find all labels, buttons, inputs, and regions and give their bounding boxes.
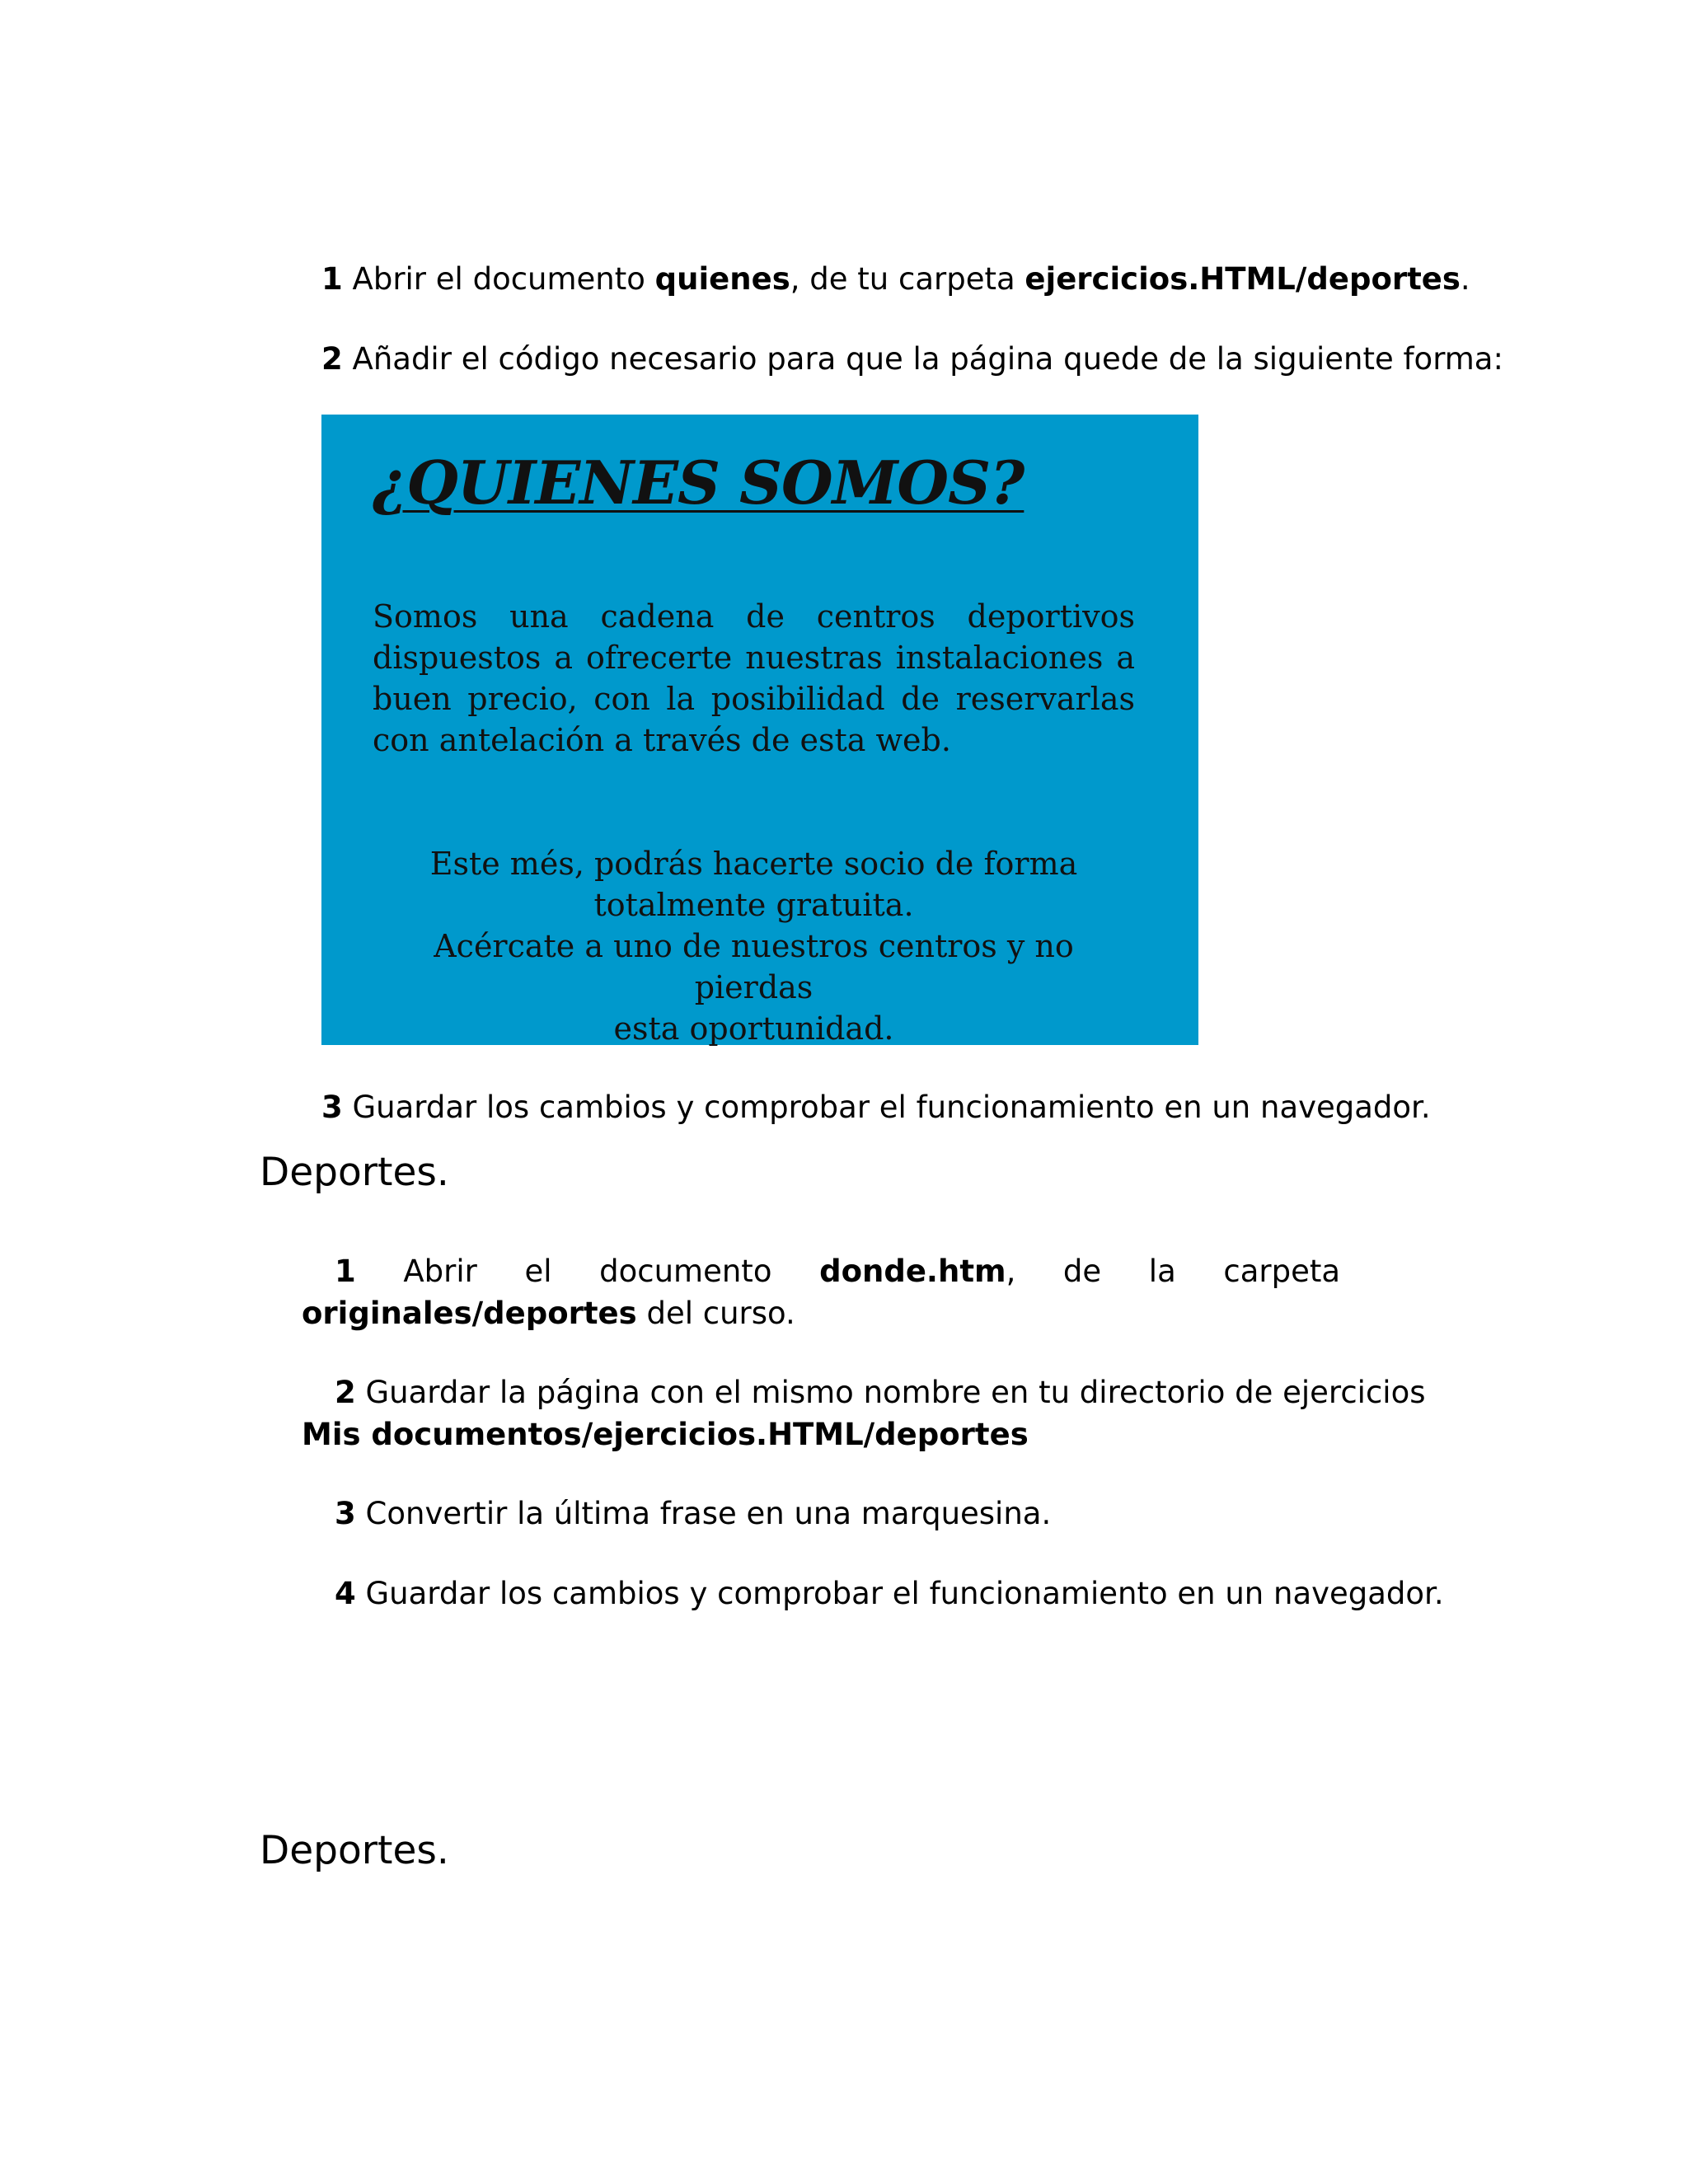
- preview-image-quienes-somos: [321, 415, 1198, 1045]
- step-text: Guardar los cambios y comprobar el funcionamiento en un navegador.: [352, 1090, 1431, 1125]
- instruction-step-4: [335, 1572, 1444, 1615]
- step-text: Abrir el documento: [403, 1254, 772, 1289]
- folder-path: Mis documentos/ejercicios.HTML/deportes: [302, 1417, 1029, 1452]
- preview-promo-text: [373, 843, 1135, 1049]
- instruction-step-2: [321, 338, 1503, 380]
- preview-title: ¿QUIENES SOMOS?: [373, 448, 1025, 518]
- section-heading: Deportes.: [260, 1828, 449, 1873]
- file-name: donde.htm: [819, 1254, 1006, 1289]
- step-number: 1: [321, 261, 343, 297]
- instruction-step-1: [302, 1250, 1340, 1334]
- step-text: , de la carpeta: [1006, 1254, 1341, 1289]
- folder-path: originales/deportes: [302, 1296, 637, 1331]
- folder-path: ejercicios.HTML/deportes: [1025, 261, 1461, 297]
- step-number: 2: [321, 341, 343, 377]
- instruction-step-3: [321, 1086, 1431, 1128]
- instruction-step-1: [321, 258, 1470, 300]
- step-number: 1: [335, 1254, 356, 1289]
- promo-line: Este més, podrás hacerte socio de forma: [429, 846, 1078, 882]
- instruction-step-3: [335, 1493, 1051, 1535]
- step-text: Guardar los cambios y comprobar el funcionamiento en un navegador.: [365, 1576, 1444, 1611]
- step-number: 4: [335, 1576, 356, 1611]
- file-name: quienes: [654, 261, 790, 297]
- step-text: del curso.: [646, 1296, 795, 1331]
- section-heading: Deportes.: [260, 1150, 449, 1195]
- step-text: Convertir la última frase en una marquesina.: [365, 1496, 1052, 1531]
- instruction-step-2: [302, 1371, 1425, 1455]
- step-text: Abrir el documento: [352, 261, 645, 297]
- promo-line: Acércate a uno de nuestros centros y no pierdas: [434, 928, 1074, 1005]
- step-number: 2: [335, 1375, 356, 1410]
- step-text: Añadir el código necesario para que la página quede de la siguiente forma:: [352, 341, 1503, 377]
- step-text: Guardar la página con el mismo nombre en tu directorio de ejercicios: [365, 1375, 1426, 1410]
- step-number: 3: [335, 1496, 356, 1531]
- step-text: .: [1460, 261, 1470, 297]
- promo-line: totalmente gratuita.: [593, 887, 914, 923]
- promo-line: esta oportunidad.: [613, 1010, 894, 1047]
- step-number: 3: [321, 1090, 343, 1125]
- step-text: , de tu carpeta: [790, 261, 1015, 297]
- preview-body-text: Somos una cadena de centros deportivos dispuestos a ofrecerte nuestras instalaciones a buen precio, con la posibilidad de reservarlas con antelación a través de esta web.: [373, 598, 1135, 758]
